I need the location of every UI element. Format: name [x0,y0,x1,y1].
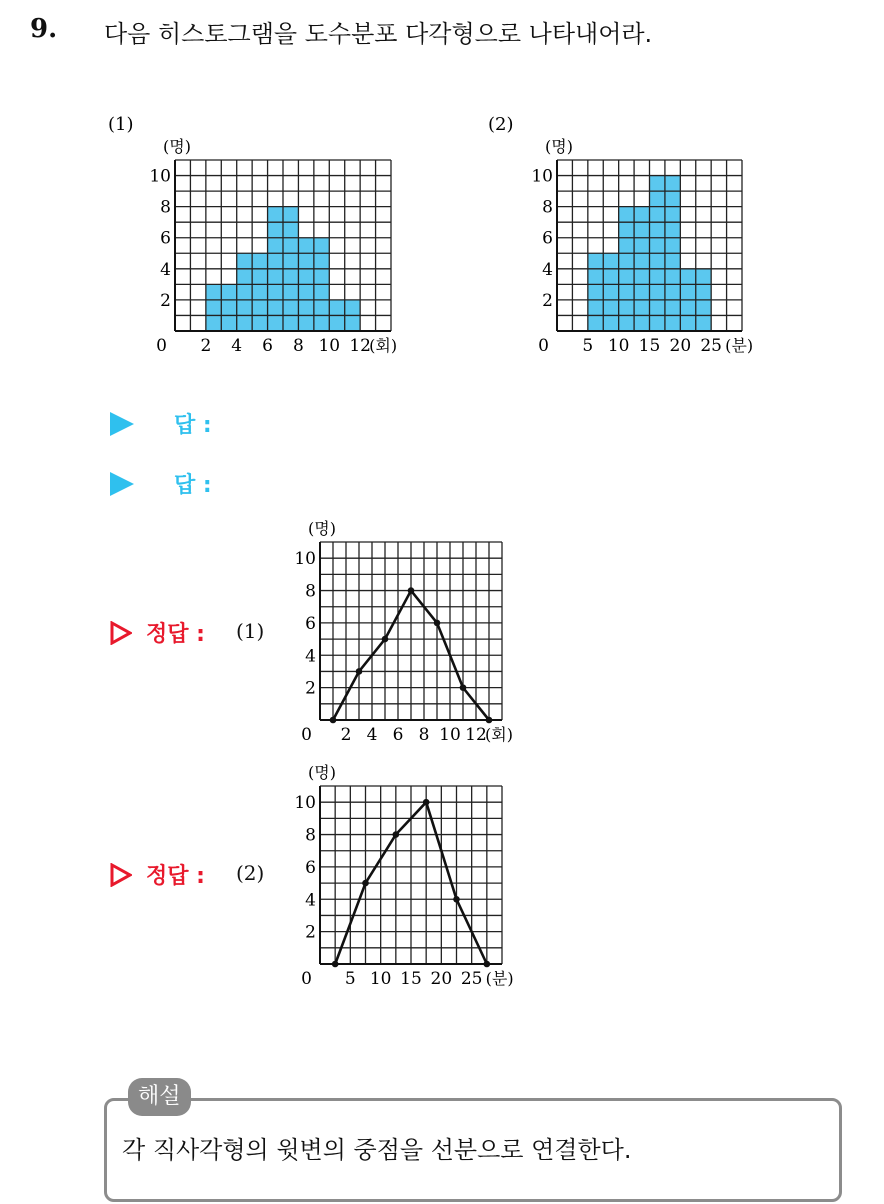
solution-part: (2) [236,861,265,885]
x-tick-label: 15 [400,969,422,989]
data-point [486,717,493,724]
x-tick-label: 25 [460,969,483,989]
data-point [408,587,415,594]
x-unit-label: (회) [485,725,513,744]
outline-triangle-icon [110,621,132,645]
explanation-text: 각 직사각형의 윗변의 중점을 선분으로 연결한다. [122,1136,632,1164]
x-tick-label: 5 [344,969,356,989]
data-point [330,717,337,724]
y-tick-label: 6 [305,613,316,634]
x-tick-label: 20 [669,336,692,356]
y-tick-label: 10 [294,549,316,570]
x-tick-label: 4 [366,725,378,745]
x-tick-label: 10 [369,969,392,989]
x-tick-label: 2 [200,336,212,356]
x-tick-label: 12 [349,336,371,356]
y-tick-label: 10 [149,166,171,187]
y-tick-label: 10 [531,166,553,187]
x-tick-label: 20 [430,969,453,989]
x-unit-label: (분) [725,336,754,355]
y-tick-label: 2 [305,678,316,699]
y-tick-label: 4 [542,259,553,280]
x-tick-label: 12 [465,725,487,745]
data-point [484,961,491,968]
data-point [362,880,369,887]
x-tick-label: 0 [301,969,312,989]
x-tick-label: 6 [392,725,404,745]
x-unit-label: (분) [485,969,514,988]
y-tick-label: 4 [160,259,171,280]
answer-label: 답 : [174,473,212,498]
x-tick-label: 10 [318,336,341,356]
histogram-1 [100,108,400,364]
play-triangle-icon [110,412,134,436]
x-tick-label: 8 [418,725,430,745]
x-tick-label: 15 [638,336,661,356]
data-point [453,896,460,903]
y-tick-label: 8 [305,825,316,846]
x-tick-label: 0 [538,336,549,356]
question-number: 9. [30,14,58,44]
chart-part-label: (2) [488,114,514,135]
histogram-2 [480,108,780,364]
y-unit-label: (명) [163,137,191,156]
x-tick-label: 8 [293,336,304,356]
x-tick-label: 4 [231,336,243,356]
outline-triangle-icon [110,863,132,887]
y-tick-label: 6 [160,228,171,249]
x-unit-label: (회) [369,336,398,355]
play-triangle-icon [110,472,134,496]
x-tick-label: 5 [582,336,594,356]
x-tick-label: 2 [340,725,352,745]
chart-part-label: (1) [108,114,134,135]
y-tick-label: 2 [542,290,553,311]
y-tick-label: 8 [305,581,316,602]
data-point [460,684,467,691]
explanation-tag: 해설 [128,1078,191,1116]
y-unit-label: (명) [308,519,336,538]
data-point [332,961,339,968]
data-point [356,668,363,675]
y-tick-label: 8 [542,197,553,218]
y-tick-label: 10 [294,793,316,814]
solution-part: (1) [236,619,265,643]
y-tick-label: 6 [305,857,316,878]
y-tick-label: 8 [160,197,171,218]
x-tick-label: 0 [301,725,312,745]
x-tick-label: 10 [607,336,630,356]
frequency-polygon-1 [282,518,532,746]
y-tick-label: 4 [305,646,316,667]
y-tick-label: 2 [160,290,171,311]
y-tick-label: 6 [542,228,553,249]
question-text: 다음 히스토그램을 도수분포 다각형으로 나타내어라. [104,20,653,48]
x-tick-label: 25 [700,336,722,356]
solution-label: 정답 : [146,864,205,889]
y-tick-label: 2 [305,922,316,943]
y-tick-label: 4 [305,890,316,911]
data-point [382,636,389,643]
x-tick-label: 6 [262,336,273,356]
data-point [423,799,430,806]
data-point [393,831,400,838]
x-tick-label: 0 [156,336,167,356]
frequency-polygon-2 [282,761,532,991]
solution-label: 정답 : [146,622,205,647]
y-unit-label: (명) [545,137,573,156]
data-point [434,620,441,627]
x-tick-label: 10 [439,725,461,745]
answer-label: 답 : [174,413,212,438]
y-unit-label: (명) [308,763,336,782]
